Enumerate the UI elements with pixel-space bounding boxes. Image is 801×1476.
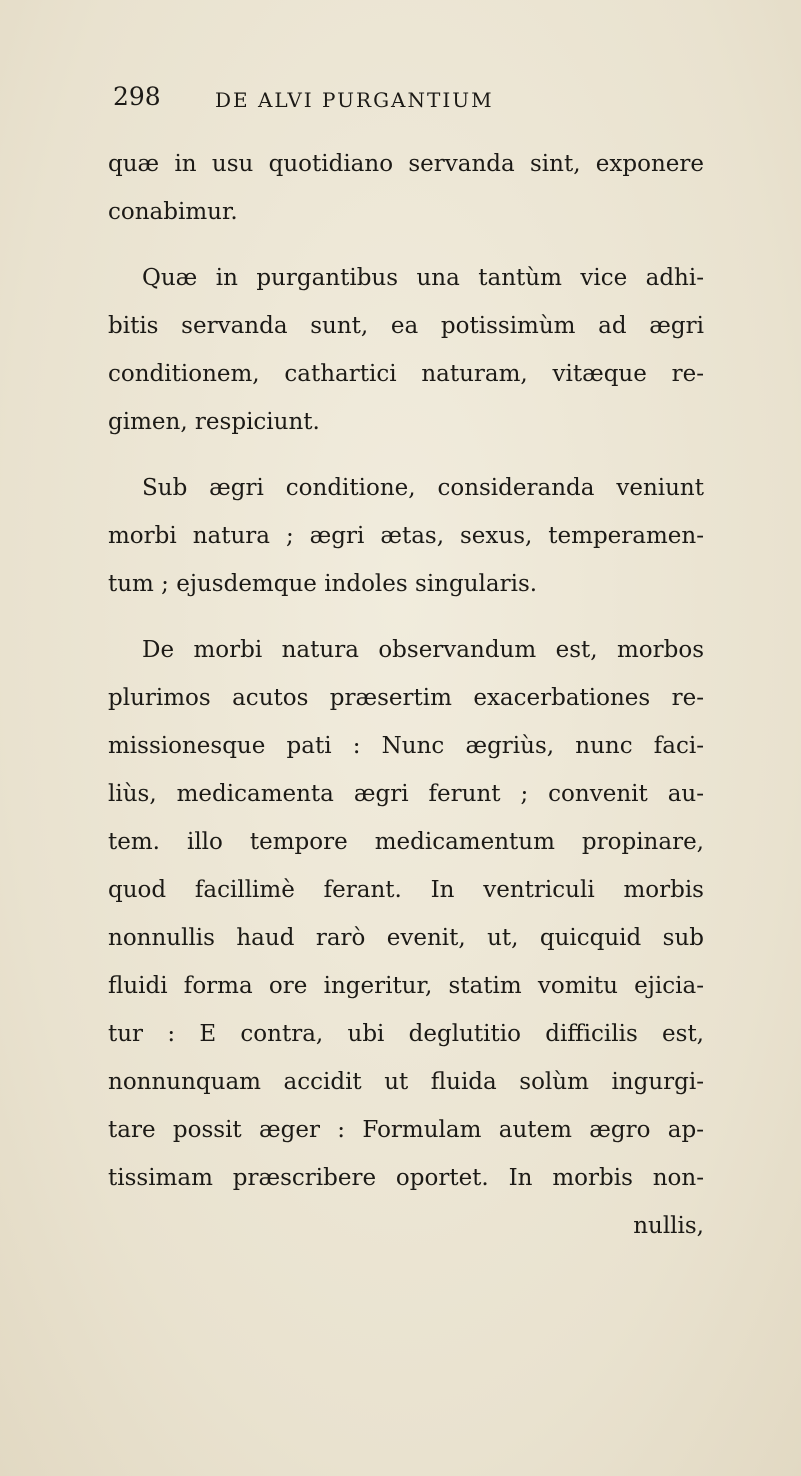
text-line: conditionem, cathartici naturam, vitæque re- [108,361,704,387]
running-head: DE ALVI PURGANTIUM [215,88,494,112]
catchword [108,1202,704,1250]
text-line: conabimur. [108,199,238,225]
body-text [108,140,704,1250]
page-header [113,82,693,122]
text-line: tur : E contra, ubi deglutitio difficilis est, [108,1021,704,1047]
text-line: missionesque pati : Nunc ægriùs, nunc faci- [108,733,704,759]
text-line: nonnullis haud rarò evenit, ut, quicquid sub [108,925,704,951]
text-line: tem. illo tempore medicamentum propinare, [108,829,704,855]
text-line: bitis servanda sunt, ea potissimùm ad ægri [108,313,704,339]
text-line: tum ; ejusdemque indoles singularis. [108,571,538,597]
text-line: Quæ in purgantibus una tantùm vice adhi- [142,265,704,291]
page-number: 298 [113,82,161,111]
text-line: Sub ægri conditione, consideranda veniunt [142,475,704,501]
text-line: tare possit æger : Formulam autem ægro ap- [108,1117,704,1143]
catchword-line: nullis, [633,1213,704,1239]
text-line: plurimos acutos præsertim exacerbationes re- [108,685,704,711]
text-line: De morbi natura observandum est, morbos [142,637,704,663]
text-line: nonnunquam accidit ut fluida solùm ingurgi- [108,1069,704,1095]
text-line: liùs, medicamenta ægri ferunt ; convenit au- [108,781,704,807]
text-line: gimen, respiciunt. [108,409,320,435]
paragraph-2 [108,254,704,446]
text-line: quæ in usu quotidiano servanda sint, exponere [108,151,704,177]
paragraph-4 [108,626,704,1202]
text-line: fluidi forma ore ingeritur, statim vomitu ejicia- [108,973,704,999]
text-line: quod facillimè ferant. In ventriculi morbis [108,877,704,903]
paragraph-1 [108,140,704,236]
text-line: tissimam præscribere oportet. In morbis non- [108,1165,704,1191]
paragraph-3 [108,464,704,608]
text-line: morbi natura ; ægri ætas, sexus, temperamen- [108,523,704,549]
